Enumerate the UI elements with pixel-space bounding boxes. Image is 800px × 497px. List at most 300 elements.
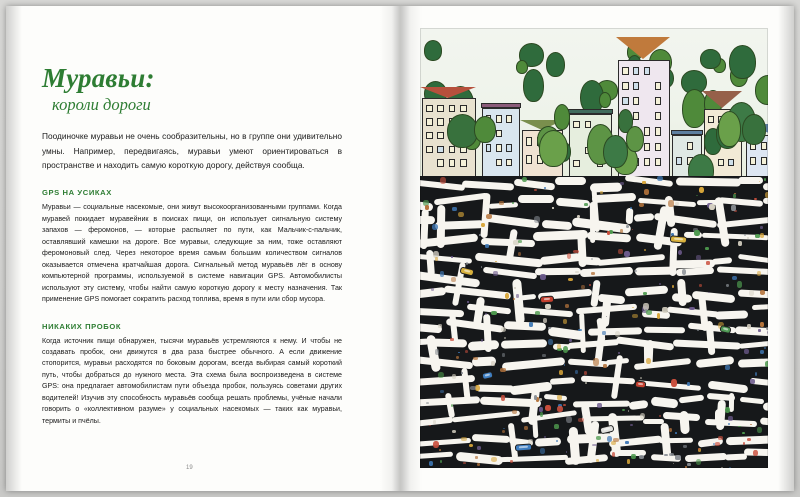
debris-speck	[765, 361, 768, 367]
debris-speck	[548, 327, 551, 329]
debris-speck	[744, 234, 746, 236]
tree-icon	[718, 111, 742, 147]
window-pane	[633, 97, 639, 105]
window-pane	[426, 132, 433, 139]
debris-speck	[566, 416, 572, 424]
page-number: 19	[186, 465, 193, 471]
debris-speck	[486, 214, 492, 219]
window-pane	[449, 146, 456, 153]
debris-speck	[481, 339, 483, 342]
maze-path-segment	[712, 257, 733, 265]
debris-speck	[632, 229, 634, 231]
maze-path-segment	[540, 252, 582, 264]
debris-speck	[718, 436, 723, 440]
window-pane	[687, 142, 693, 150]
debris-speck	[461, 372, 463, 374]
debris-speck	[675, 432, 677, 434]
maze-path-segment	[501, 340, 547, 350]
maze-path-segment	[420, 451, 454, 459]
maze-path-segment	[550, 377, 576, 384]
debris-speck	[659, 283, 661, 285]
debris-speck	[764, 347, 766, 349]
debris-speck	[725, 407, 730, 413]
debris-speck	[625, 441, 628, 443]
window-pane	[496, 115, 502, 123]
debris-speck	[694, 230, 700, 236]
maze-path-segment	[503, 321, 545, 330]
maze-path-connector	[445, 392, 455, 418]
debris-speck	[747, 324, 750, 328]
maze-path-segment	[651, 396, 679, 408]
debris-speck	[613, 438, 619, 442]
window-pane	[655, 143, 661, 151]
maze-path-segment	[420, 233, 478, 248]
debris-speck	[755, 372, 758, 376]
maze-path-segment	[567, 339, 618, 349]
debris-speck	[439, 449, 441, 451]
debris-speck	[452, 207, 456, 211]
debris-speck	[458, 352, 460, 354]
debris-speck	[477, 463, 480, 466]
maze-path-segment	[555, 177, 586, 185]
debris-speck	[630, 207, 632, 209]
window-pane	[633, 82, 639, 90]
debris-speck	[697, 329, 700, 331]
debris-speck	[662, 307, 667, 313]
debris-speck	[540, 448, 545, 454]
debris-speck	[672, 285, 674, 288]
debris-speck	[628, 410, 630, 412]
debris-speck	[644, 189, 649, 194]
window-pane	[622, 97, 628, 105]
debris-speck	[646, 358, 651, 365]
window-pane	[437, 132, 444, 139]
debris-speck	[742, 432, 745, 434]
debris-speck	[760, 350, 764, 354]
debris-speck	[477, 446, 481, 450]
tree-icon	[539, 130, 569, 167]
debris-speck	[433, 420, 436, 423]
maze-path-connector	[716, 400, 726, 431]
debris-speck	[577, 215, 580, 219]
town-band	[420, 28, 768, 180]
maze-path-connector	[579, 313, 586, 354]
debris-speck	[669, 453, 674, 456]
window-pane	[644, 127, 650, 135]
debris-speck	[683, 445, 687, 448]
debris-speck	[698, 448, 700, 450]
debris-speck	[500, 368, 506, 372]
tree-icon	[523, 69, 544, 102]
window-pane	[526, 137, 532, 146]
debris-speck	[451, 277, 456, 282]
debris-speck	[757, 427, 762, 433]
maze-path-segment	[715, 310, 749, 319]
maze-path-segment	[628, 399, 648, 409]
debris-speck	[726, 284, 729, 287]
debris-speck	[738, 426, 740, 427]
car-icon	[719, 325, 731, 334]
window-pane	[573, 160, 580, 167]
maze-path-connector	[437, 205, 446, 248]
debris-speck	[542, 354, 546, 357]
car-icon	[481, 371, 493, 380]
window-pane	[449, 159, 456, 166]
window-pane	[644, 158, 650, 166]
debris-speck	[522, 177, 527, 182]
debris-speck	[706, 261, 710, 264]
car-icon	[540, 296, 554, 304]
debris-speck	[767, 331, 768, 334]
window-pane	[728, 159, 734, 167]
debris-speck	[630, 424, 633, 426]
debris-speck	[513, 298, 515, 300]
debris-speck	[585, 382, 588, 385]
illustration-canvas	[420, 28, 768, 468]
debris-speck	[548, 339, 554, 345]
debris-speck	[591, 258, 593, 260]
debris-speck	[603, 364, 607, 368]
maze-path-segment	[738, 254, 768, 268]
debris-speck	[505, 293, 509, 299]
page-subtitle: короли дороги	[52, 95, 151, 115]
maze-path-segment	[420, 356, 473, 369]
debris-speck	[534, 189, 536, 191]
debris-speck	[501, 395, 505, 401]
debris-speck	[607, 231, 610, 235]
maze-path-segment	[739, 397, 763, 405]
debris-speck	[485, 244, 489, 247]
debris-speck	[696, 195, 698, 196]
debris-speck	[687, 463, 691, 466]
window-pane	[526, 155, 532, 164]
debris-speck	[524, 426, 528, 430]
debris-speck	[632, 307, 634, 309]
debris-speck	[491, 361, 495, 365]
tree-icon	[755, 75, 768, 105]
maze-path-connector	[569, 427, 581, 466]
maze-path-connector	[512, 278, 525, 324]
debris-speck	[589, 284, 591, 286]
debris-speck	[575, 370, 578, 374]
maze-path-segment	[637, 381, 702, 392]
maze-path-segment	[420, 417, 453, 427]
section-traffic	[42, 322, 342, 428]
debris-speck	[534, 395, 538, 400]
debris-speck	[452, 374, 456, 379]
debris-speck	[425, 205, 429, 210]
roof-shape	[420, 87, 476, 98]
maze-path-segment	[518, 195, 554, 203]
tree-icon	[554, 104, 570, 130]
debris-speck	[518, 240, 522, 243]
debris-speck	[733, 194, 736, 197]
debris-speck	[573, 250, 579, 253]
window-pane	[437, 118, 444, 125]
window-pane	[449, 105, 456, 112]
debris-speck	[708, 292, 710, 293]
debris-speck	[540, 412, 543, 417]
debris-speck	[731, 205, 735, 211]
maze-path-segment	[581, 375, 635, 384]
debris-speck	[452, 430, 456, 433]
debris-speck	[440, 460, 442, 462]
tree-icon	[546, 52, 565, 77]
debris-speck	[627, 459, 631, 463]
window-pane	[761, 157, 767, 165]
debris-speck	[685, 466, 687, 468]
debris-speck	[440, 390, 444, 393]
debris-speck	[737, 281, 742, 287]
debris-speck	[438, 372, 444, 379]
debris-speck	[463, 462, 465, 464]
debris-speck	[696, 255, 701, 260]
window-pane	[622, 82, 628, 90]
debris-speck	[552, 207, 554, 209]
debris-speck	[510, 460, 514, 463]
debris-speck	[596, 459, 599, 462]
debris-speck	[622, 409, 626, 412]
section-heading: НИКАКИХ ПРОБОК	[42, 321, 122, 331]
debris-speck	[545, 405, 551, 411]
window-pane	[718, 159, 724, 167]
debris-speck	[566, 451, 568, 453]
maze-path-segment	[483, 266, 538, 279]
debris-speck	[600, 191, 602, 194]
car-icon	[670, 235, 688, 243]
debris-speck	[749, 290, 754, 296]
debris-speck	[657, 176, 663, 181]
right-page	[400, 6, 794, 491]
window-pane	[426, 118, 433, 125]
window-pane	[633, 112, 639, 120]
debris-speck	[705, 247, 709, 251]
maze-path-segment	[752, 303, 768, 310]
debris-speck	[646, 310, 652, 315]
debris-speck	[514, 287, 516, 288]
debris-speck	[593, 358, 599, 366]
debris-speck	[669, 428, 672, 432]
debris-speck	[501, 327, 507, 332]
maze-path-segment	[484, 213, 539, 228]
window-pane	[761, 142, 767, 150]
maze-path-connector	[677, 278, 687, 306]
window-pane	[655, 97, 661, 105]
maze-illustration	[420, 28, 768, 468]
flat-roof-shape	[671, 130, 703, 135]
left-page	[6, 6, 400, 491]
debris-speck	[466, 262, 468, 264]
debris-speck	[534, 216, 540, 223]
debris-speck	[732, 276, 737, 280]
debris-speck	[543, 318, 547, 323]
maze-path-segment	[592, 193, 636, 204]
debris-speck	[728, 416, 733, 421]
maze-path-segment	[544, 393, 568, 401]
debris-speck	[563, 319, 567, 324]
debris-speck	[639, 455, 644, 458]
maze-path-segment	[634, 213, 654, 221]
maze-path-segment	[685, 453, 727, 462]
debris-speck	[502, 353, 505, 357]
debris-speck	[557, 406, 563, 412]
tree-icon	[599, 92, 611, 108]
debris-speck	[575, 271, 579, 273]
debris-speck	[491, 457, 497, 462]
debris-speck	[591, 272, 595, 275]
intro-paragraph: Поодиночке муравьи не очень сообразительны, но в группе они удивительно умны. Например, передвигаясь, муравьи умеют ориентироваться в пространстве и находить самую короткую дорогу, действуя сообща.	[42, 131, 342, 170]
car-icon	[515, 443, 532, 451]
debris-speck	[758, 329, 760, 332]
section-heading: GPS НА УСИКАХ	[42, 188, 112, 198]
window-pane	[460, 159, 467, 166]
debris-speck	[634, 270, 637, 272]
maze-path-segment	[476, 384, 514, 392]
window-pane	[496, 159, 502, 167]
debris-speck	[696, 459, 701, 465]
tree-icon	[424, 40, 443, 61]
debris-speck	[721, 467, 723, 468]
window-pane	[437, 105, 444, 112]
debris-speck	[451, 256, 453, 258]
debris-speck	[640, 377, 642, 379]
debris-speck	[671, 379, 677, 386]
debris-speck	[493, 271, 498, 276]
debris-speck	[429, 461, 433, 466]
maze-path-connector	[420, 209, 428, 249]
debris-speck	[581, 285, 585, 290]
debris-speck	[753, 450, 758, 456]
debris-speck	[668, 200, 673, 207]
debris-speck	[584, 203, 588, 206]
debris-speck	[563, 346, 568, 353]
debris-speck	[529, 322, 533, 327]
debris-speck	[620, 229, 623, 233]
debris-speck	[565, 304, 569, 308]
debris-speck	[747, 438, 751, 441]
window-pane	[655, 112, 661, 120]
debris-speck	[569, 339, 573, 342]
debris-speck	[475, 456, 477, 459]
maze-path-connector	[601, 299, 612, 328]
maze-path-segment	[597, 254, 665, 267]
window-pane	[506, 115, 512, 123]
window-pane	[655, 158, 661, 166]
debris-speck	[557, 344, 561, 349]
section-body: Муравьи — социальные насекомые, они живут высокоорганизованными группами. Когда муравей покидает муравейник в поисках пищи, он использует сигнальную систему запахов — феромонов, — которые распыляет по пути, как Мальчик-с-пальчик, оставлявший камешки на дороге. Все муравьи, следующие за ним, тоже оставляют феромоновый след. Через некоторое время самым большим количеством сигналов оказывается отмечена кратчайшая дорога. Сигнальный метод муравьёв лёг в основу компьютерной программы, используемой в системе навигации GPS. Автомобилисты используют эту систему, чтобы найти самую короткую дорогу к месту назначения. Так применение GPS помогает сократить расход топлива, время в пути или сбор мусора.	[42, 203, 342, 304]
debris-speck	[545, 304, 550, 308]
debris-speck	[475, 385, 480, 391]
debris-speck	[563, 404, 566, 406]
debris-speck	[450, 338, 454, 341]
debris-speck	[467, 301, 469, 303]
page-title: Муравьи:	[42, 63, 155, 93]
window-pane	[655, 82, 661, 90]
window-pane	[644, 143, 650, 151]
debris-speck	[678, 399, 680, 400]
debris-speck	[725, 365, 729, 370]
debris-speck	[568, 278, 573, 281]
debris-speck	[624, 251, 630, 257]
maze-path-segment	[676, 178, 741, 187]
debris-speck	[750, 379, 754, 384]
window-pane	[426, 146, 433, 153]
debris-speck	[644, 249, 646, 250]
maze-path-segment	[501, 357, 565, 371]
debris-speck	[502, 430, 505, 433]
debris-speck	[729, 467, 731, 468]
debris-speck	[481, 266, 483, 267]
maze-path-segment	[467, 304, 512, 315]
debris-speck	[639, 203, 645, 207]
maze-path-segment	[763, 183, 768, 190]
maze-path-segment	[762, 198, 768, 208]
debris-speck	[631, 454, 636, 459]
window-pane	[750, 157, 756, 165]
maze-path-segment	[679, 395, 704, 404]
debris-speck	[678, 250, 682, 256]
window-pane	[644, 67, 650, 75]
window-pane	[708, 116, 714, 124]
debris-speck	[744, 349, 749, 354]
debris-speck	[642, 181, 645, 184]
maze-path-segment	[707, 381, 748, 394]
debris-speck	[626, 225, 629, 228]
debris-speck	[760, 226, 763, 229]
tree-icon	[474, 116, 497, 143]
debris-speck	[709, 204, 715, 210]
window-pane	[460, 105, 467, 112]
debris-speck	[564, 364, 566, 366]
debris-speck	[433, 441, 439, 448]
debris-speck	[499, 201, 504, 204]
debris-speck	[540, 274, 546, 280]
window-pane	[573, 121, 580, 128]
debris-speck	[675, 202, 679, 205]
tree-icon	[603, 135, 627, 169]
debris-speck	[461, 437, 467, 441]
roof-shape	[616, 37, 670, 59]
debris-speck	[491, 311, 497, 315]
debris-speck	[559, 370, 563, 375]
flat-roof-shape	[568, 109, 613, 114]
debris-speck	[435, 257, 438, 261]
maze-path-segment	[735, 327, 768, 339]
debris-speck	[469, 444, 473, 447]
debris-speck	[435, 349, 440, 355]
window-pane	[426, 105, 433, 112]
car-icon	[635, 381, 647, 389]
debris-speck	[597, 403, 601, 408]
maze-path-connector	[626, 208, 634, 225]
debris-speck	[728, 423, 730, 424]
debris-speck	[620, 182, 624, 185]
left-page-edge-shadow	[6, 6, 22, 491]
debris-speck	[673, 463, 675, 464]
section-gps	[42, 188, 342, 305]
debris-speck	[766, 327, 768, 330]
debris-speck	[429, 425, 431, 427]
debris-speck	[481, 223, 485, 228]
window-pane	[437, 159, 444, 166]
debris-speck	[470, 386, 476, 391]
debris-speck	[618, 249, 622, 254]
maze-path-segment	[420, 308, 464, 318]
debris-speck	[764, 178, 766, 181]
debris-speck	[432, 224, 438, 230]
window-pane	[585, 121, 592, 128]
window-pane	[437, 146, 444, 153]
